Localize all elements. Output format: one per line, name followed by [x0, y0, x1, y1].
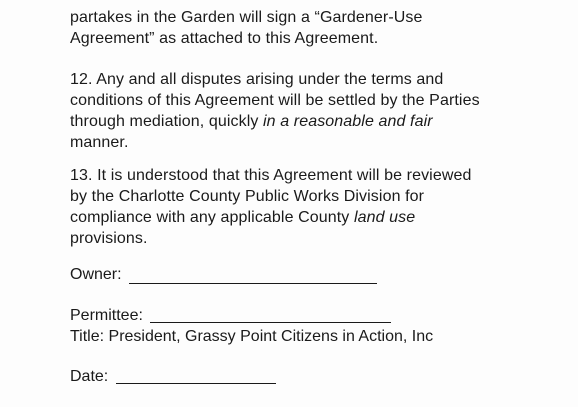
clause-text-line: 12. Any and all disputes arising under the terms and	[70, 71, 444, 88]
clause-text-plain: through mediation, quickly	[70, 113, 264, 130]
permittee-title: Title: President, Grassy Point Citizens in Action, Inc	[70, 328, 434, 345]
clause-text-line	[70, 111, 550, 132]
clause-text-line: by the Charlotte County Public Works Division for	[70, 188, 425, 205]
clause-12	[70, 69, 550, 153]
clause-text-line: partakes in the Garden will sign a “Gardener-Use	[70, 9, 423, 26]
date-label: Date:	[70, 368, 109, 385]
clause-text-line: conditions of this Agreement will be settled by the Parties	[70, 92, 480, 109]
owner-label: Owner:	[70, 266, 122, 283]
clause-text-plain: compliance with any applicable County	[70, 209, 354, 226]
clause-text-italic: in a reasonable and fair	[263, 113, 433, 130]
permittee-label: Permittee:	[70, 307, 143, 324]
clause-text-line: provisions.	[70, 230, 148, 247]
clause-11-continuation	[70, 7, 550, 49]
owner-signature-line[interactable]	[129, 283, 377, 284]
clause-text-italic: land use	[353, 209, 416, 226]
clause-13	[70, 165, 550, 249]
clause-text-line: Agreement” as attached to this Agreement.	[70, 30, 379, 47]
permittee-signature-line[interactable]	[150, 322, 391, 323]
date-signature-line[interactable]	[116, 383, 276, 384]
clause-text-line: manner.	[70, 134, 129, 151]
clause-text-line: 13. It is understood that this Agreement will be reviewed	[70, 167, 472, 184]
clause-text-line	[70, 207, 550, 228]
